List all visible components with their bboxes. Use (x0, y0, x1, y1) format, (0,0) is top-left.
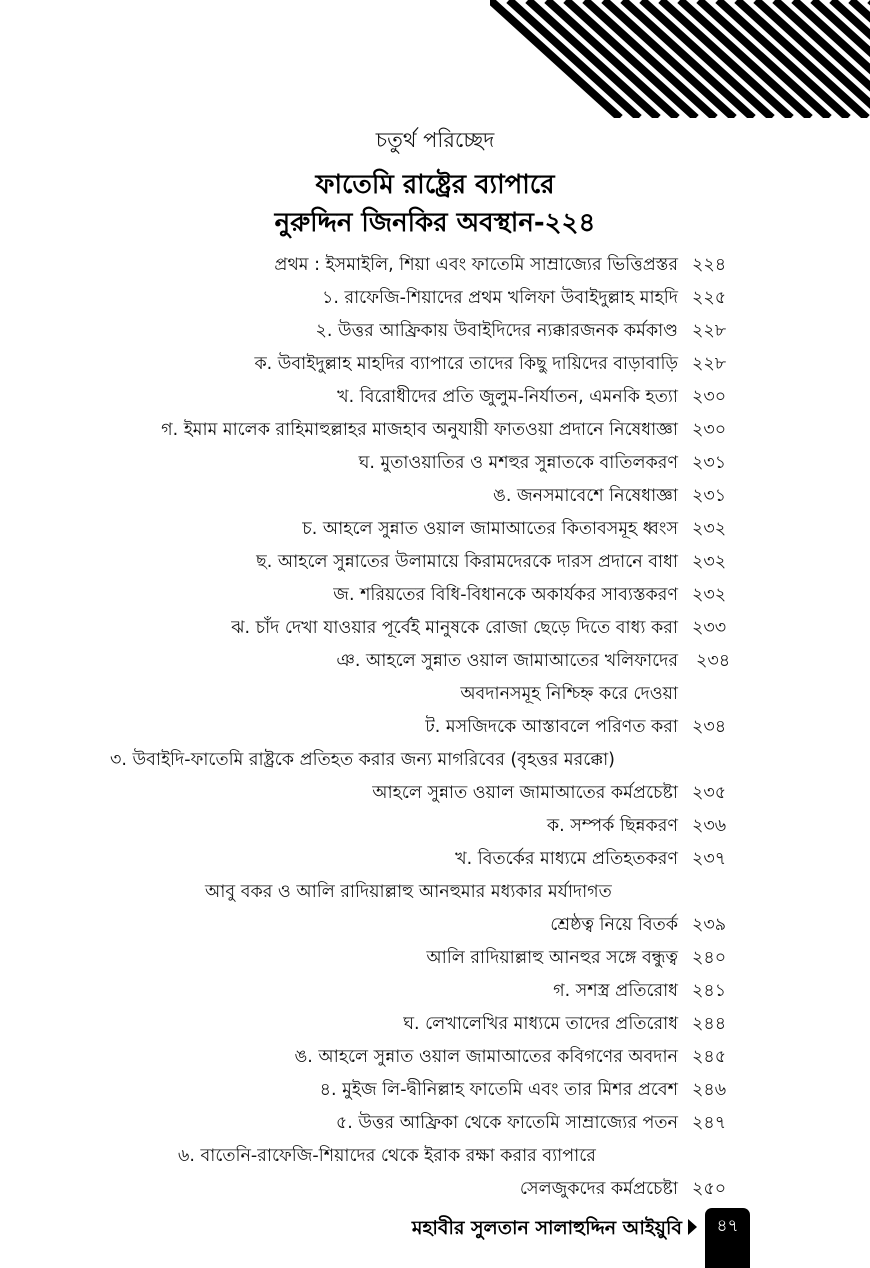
toc-entry[interactable]: ১. রাফেজি-শিয়াদের প্রথম খলিফা উবাইদুল্লাহ মাহদি ২২৫ (322, 288, 727, 308)
chapter-title-line1: ফাতেমি রাষ্ট্রের ব্যাপারে (315, 170, 555, 200)
toc-entry[interactable]: আলি রাদিয়াল্লাহু আনহুর সঙ্গে বন্ধুত্ব ২৪০ (426, 948, 727, 968)
toc-entry[interactable]: খ. বিতর্কের মাধ্যমে প্রতিহতকরণ ২৩৭ (455, 849, 727, 869)
page-footer (0, 1208, 870, 1268)
toc-entry[interactable]: ঘ. মুতাওয়াতির ও মশহুর সুন্নাতকে বাতিলকরণ ২৩১ (358, 453, 727, 473)
chapter-title-line2: নুরুদ্দিন জিনকির অবস্থান-২২৪ (274, 208, 596, 238)
triangle-right-icon (688, 1219, 697, 1235)
toc-entry[interactable]: ঙ. জনসমাবেশে নিষেধাজ্ঞা ২৩১ (493, 486, 727, 506)
diagonal-stripes-decoration (490, 0, 870, 118)
toc-entry[interactable]: চ. আহলে সুন্নাত ওয়াল জামাআতের কিতাবসমূহ ধ্বংস ২৩২ (302, 519, 727, 539)
book-title: মহাবীর সুলতান সালাহুদ্দিন আইয়ুবি (411, 1217, 682, 1239)
page-number: ৪৭ (716, 1216, 739, 1236)
toc-entry[interactable]: ৪. মুইজ লি-দ্বীনিল্লাহ ফাতেমি এবং তার মিশর প্রবেশ ২৪৬ (319, 1080, 727, 1100)
toc-entry[interactable]: ছ. আহলে সুন্নাতের উলামায়ে কিরামদেরকে দারস প্রদানে বাধা ২৩২ (256, 552, 727, 572)
chapter-label: চতুর্থ পরিচ্ছেদ (375, 128, 495, 152)
toc-entry[interactable]: ঝ. চাঁদ দেখা যাওয়ার পূর্বেই মানুষকে রোজা ছেড়ে দিতে বাধ্য করা ২৩৩ (231, 618, 727, 638)
toc-entry-continuation[interactable]: অবদানসমূহ নিশ্চিহ্ন করে দেওয়া (460, 684, 678, 704)
toc-entry[interactable]: ৬. বাতেনি-রাফেজি-শিয়াদের থেকে ইরাক রক্ষা করার ব্যাপারে (178, 1146, 596, 1166)
toc-entry[interactable]: ক. সম্পর্ক ছিন্নকরণ ২৩৬ (546, 816, 727, 836)
toc-entry[interactable]: ক. উবাইদুল্লাহ মাহদির ব্যাপারে তাদের কিছু দায়িদের বাড়াবাড়ি ২২৮ (254, 354, 727, 374)
toc-entry-continuation[interactable]: আহলে সুন্নাত ওয়াল জামাআতের কর্মপ্রচেষ্টা ২৩৫ (372, 783, 727, 803)
toc-entry[interactable]: আবু বকর ও আলি রাদিয়াল্লাহু আনহুমার মধ্যকার মর্যাদাগত (205, 882, 612, 902)
toc-entry[interactable]: জ. শরিয়তের বিধি-বিধানকে অকার্যকর সাব্যস্তকরণ ২৩২ (333, 585, 727, 605)
toc-entry[interactable]: গ. সশস্ত্র প্রতিরোধ ২৪১ (553, 981, 727, 1001)
toc-entry[interactable]: গ. ইমাম মালেক রাহিমাহুল্লাহর মাজহাব অনুযায়ী ফাতওয়া প্রদানে নিষেধাজ্ঞা ২৩০ (161, 420, 727, 440)
toc-entry[interactable]: ২. উত্তর আফ্রিকায় উবাইদিদের ন্যক্কারজনক কর্মকাণ্ড ২২৮ (315, 321, 727, 341)
toc-entry[interactable]: খ. বিরোধীদের প্রতি জুলুম-নির্যাতন, এমনকি হত্যা ২৩০ (337, 387, 727, 407)
toc-entry[interactable]: ঞ. আহলে সুন্নাত ওয়াল জামাআতের খলিফাদের ২৩৪ (336, 651, 731, 671)
toc-entry-continuation[interactable]: শ্রেষ্ঠত্ব নিয়ে বিতর্ক ২৩৯ (550, 915, 727, 935)
toc-entry-continuation[interactable]: সেলজুকদের কর্মপ্রচেষ্টা ২৫০ (519, 1179, 727, 1199)
toc-entry[interactable]: ঙ. আহলে সুন্নাত ওয়াল জামাআতের কবিগণের অবদান ২৪৫ (294, 1047, 727, 1067)
toc-entry[interactable]: ৫. উত্তর আফ্রিকা থেকে ফাতেমি সাম্রাজ্যের পতন ২৪৭ (335, 1113, 727, 1133)
toc-entry[interactable]: প্রথম : ইসমাইলি, শিয়া এবং ফাতেমি সাম্রাজ্যের ভিত্তিপ্রস্তর ২২৪ (274, 255, 727, 275)
toc-entry[interactable]: ট. মসজিদকে আস্তাবলে পরিণত করা ২৩৪ (425, 717, 727, 737)
toc-entry[interactable]: ঘ. লেখালেখির মাধ্যমে তাদের প্রতিরোধ ২৪৪ (403, 1014, 727, 1034)
toc-entry[interactable]: ৩. উবাইদি-ফাতেমি রাষ্ট্রকে প্রতিহত করার জন্য মাগরিবের (বৃহত্তর মরক্কো) (110, 750, 616, 770)
